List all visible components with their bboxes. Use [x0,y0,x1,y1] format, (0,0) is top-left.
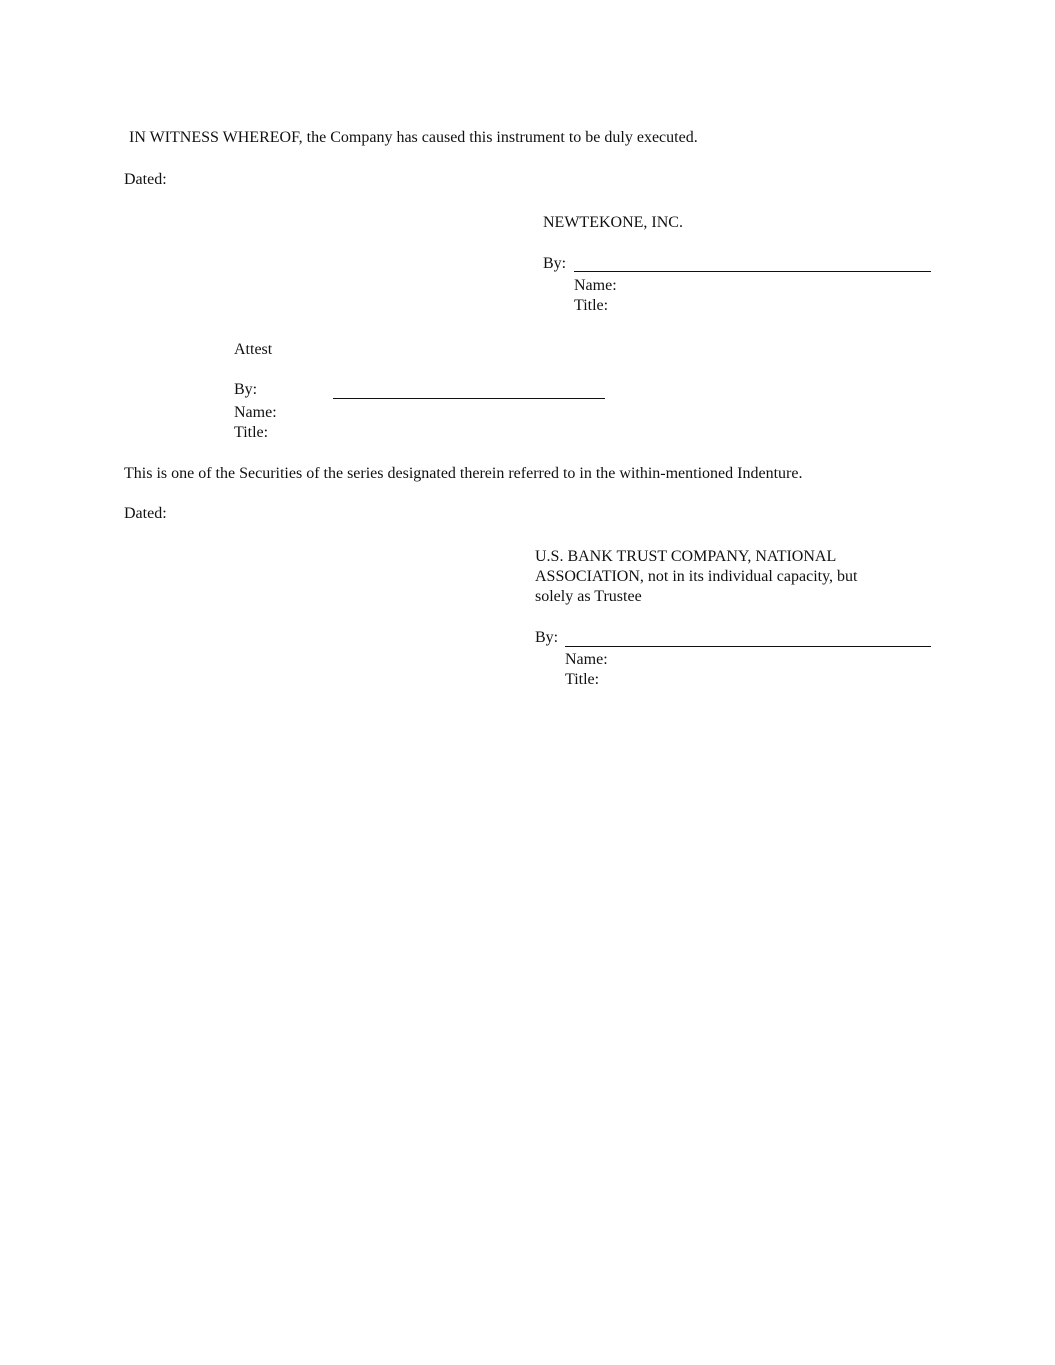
company-signer-title-label: Title: [574,297,609,314]
trustee-by-label: By: [535,629,559,646]
trustee-signer-name-label: Name: [565,651,608,668]
attest-by-label: By: [234,381,258,398]
attest-title-label: Title: [234,424,269,441]
attest-label: Attest [234,341,273,358]
company-name: NEWTEKONE, INC. [543,214,683,231]
trustee-name-line-3: solely as Trustee [535,588,642,605]
attest-name-label: Name: [234,404,277,421]
company-signer-name-label: Name: [574,277,617,294]
certificate-statement: This is one of the Securities of the series designated therein referred to in the within-mentioned Indenture. [124,465,803,482]
trustee-name-line-1: U.S. BANK TRUST COMPANY, NATIONAL [535,548,837,565]
trustee-signature-line[interactable] [565,646,931,647]
trustee-dated-label: Dated: [124,505,167,522]
attest-signature-line[interactable] [333,398,605,399]
trustee-name-line-2: ASSOCIATION, not in its individual capacity, but [535,568,858,585]
company-signature-line[interactable] [574,271,931,272]
dated-label: Dated: [124,171,167,188]
trustee-signer-title-label: Title: [565,671,600,688]
company-by-label: By: [543,255,567,272]
witness-statement: IN WITNESS WHEREOF, the Company has caused this instrument to be duly executed. [129,129,698,146]
